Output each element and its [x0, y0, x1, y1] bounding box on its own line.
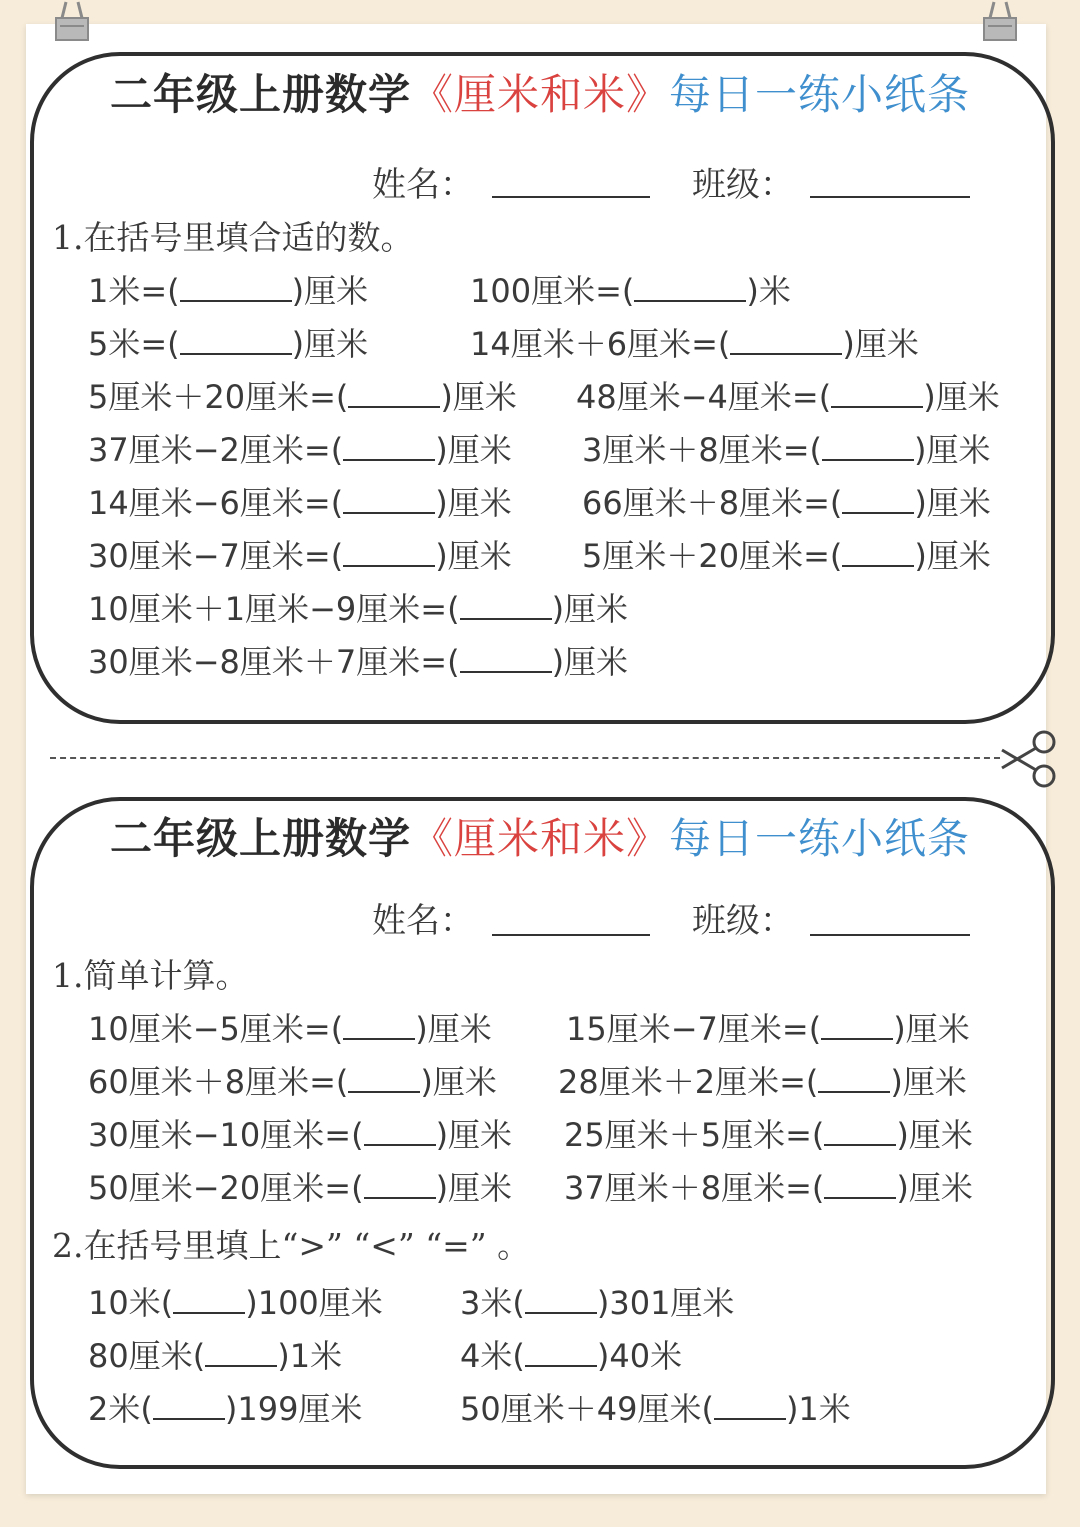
section-heading: 1.简单计算。	[52, 956, 249, 995]
exercise-item: 14厘米−6厘米=( )厘米	[88, 484, 512, 522]
answer-blank[interactable]	[824, 1169, 896, 1199]
answer-blank[interactable]	[634, 272, 746, 302]
exercise-item: 3米( )301厘米	[460, 1284, 735, 1322]
exercise-item: 2米( )199厘米	[88, 1390, 363, 1428]
exercise-item: 10米( )100厘米	[88, 1284, 383, 1322]
answer-blank[interactable]	[348, 378, 440, 408]
answer-blank[interactable]	[842, 484, 914, 514]
exercise-item: 5厘米＋20厘米=( )厘米	[88, 378, 517, 416]
exercise-item: 15厘米−7厘米=( )厘米	[566, 1010, 970, 1048]
answer-blank[interactable]	[364, 1116, 436, 1146]
answer-blank[interactable]	[821, 1010, 893, 1040]
exercise-item: 30厘米−8厘米＋7厘米=( )厘米	[88, 643, 629, 681]
exercise-item: 28厘米＋2厘米=( )厘米	[558, 1063, 967, 1101]
answer-blank[interactable]	[343, 484, 435, 514]
exercise-item: 4米( )40米	[460, 1337, 683, 1375]
title-grade: 二年级上册数学	[109, 70, 411, 119]
exercise-item: 30厘米−7厘米=( )厘米	[88, 537, 512, 575]
exercise-item: 25厘米＋5厘米=( )厘米	[564, 1116, 973, 1154]
exercise-item: 5厘米＋20厘米=( )厘米	[582, 537, 991, 575]
exercise-item: 37厘米＋8厘米=( )厘米	[564, 1169, 973, 1207]
name-field[interactable]	[492, 196, 650, 198]
card-title	[0, 62, 1080, 122]
answer-blank[interactable]	[343, 431, 435, 461]
exercise-item: 1米=( )厘米	[88, 272, 369, 310]
binder-clip-icon	[980, 0, 1020, 44]
answer-blank[interactable]	[730, 325, 842, 355]
answer-blank[interactable]	[842, 537, 914, 567]
answer-blank[interactable]	[822, 431, 914, 461]
answer-blank[interactable]	[153, 1390, 225, 1420]
class-label: 班级：	[692, 165, 794, 205]
name-label: 姓名：	[372, 165, 474, 205]
exercise-item: 48厘米−4厘米=( )厘米	[576, 378, 1000, 416]
exercise-item: 50厘米＋49厘米( )1米	[460, 1390, 851, 1428]
answer-blank[interactable]	[180, 272, 292, 302]
exercise-item: 100厘米=( )米	[470, 272, 791, 310]
card-title	[0, 806, 1080, 866]
title-practice: 每日一练小纸条	[669, 814, 971, 863]
answer-blank[interactable]	[348, 1063, 420, 1093]
answer-blank[interactable]	[460, 590, 552, 620]
section-heading: 2.在括号里填上“>” “<” “=” 。	[52, 1226, 531, 1265]
exercise-item: 3厘米＋8厘米=( )厘米	[582, 431, 991, 469]
title-topic: 《厘米和米》	[410, 70, 669, 119]
title-practice: 每日一练小纸条	[669, 70, 971, 119]
exercise-item: 5米=( )厘米	[88, 325, 369, 363]
answer-blank[interactable]	[205, 1337, 277, 1367]
exercise-item: 50厘米−20厘米=( )厘米	[88, 1169, 513, 1207]
answer-blank[interactable]	[460, 643, 552, 673]
title-grade: 二年级上册数学	[109, 814, 411, 863]
answer-blank[interactable]	[343, 1010, 415, 1040]
exercise-item: 10厘米＋1厘米−9厘米=( )厘米	[88, 590, 629, 628]
exercise-item: 37厘米−2厘米=( )厘米	[88, 431, 512, 469]
scissors-icon	[996, 728, 1062, 790]
title-topic: 《厘米和米》	[410, 814, 669, 863]
answer-blank[interactable]	[364, 1169, 436, 1199]
exercise-item: 14厘米＋6厘米=( )厘米	[470, 325, 919, 363]
answer-blank[interactable]	[343, 537, 435, 567]
answer-blank[interactable]	[525, 1337, 597, 1367]
answer-blank[interactable]	[180, 325, 292, 355]
exercise-item: 30厘米−10厘米=( )厘米	[88, 1116, 513, 1154]
exercise-item: 80厘米( )1米	[88, 1337, 343, 1375]
answer-blank[interactable]	[824, 1116, 896, 1146]
class-field[interactable]	[810, 196, 970, 198]
class-label: 班级：	[692, 901, 794, 941]
exercise-item: 10厘米−5厘米=( )厘米	[88, 1010, 492, 1048]
answer-blank[interactable]	[818, 1063, 890, 1093]
section-heading: 1.在括号里填合适的数。	[52, 218, 414, 257]
answer-blank[interactable]	[831, 378, 923, 408]
exercise-item: 66厘米＋8厘米=( )厘米	[582, 484, 991, 522]
name-field[interactable]	[492, 934, 650, 936]
exercise-item: 60厘米＋8厘米=( )厘米	[88, 1063, 497, 1101]
answer-blank[interactable]	[714, 1390, 786, 1420]
answer-blank[interactable]	[525, 1284, 597, 1314]
answer-blank[interactable]	[173, 1284, 245, 1314]
cut-line	[50, 757, 1000, 759]
binder-clip-icon	[52, 0, 92, 44]
name-label: 姓名：	[372, 901, 474, 941]
class-field[interactable]	[810, 934, 970, 936]
